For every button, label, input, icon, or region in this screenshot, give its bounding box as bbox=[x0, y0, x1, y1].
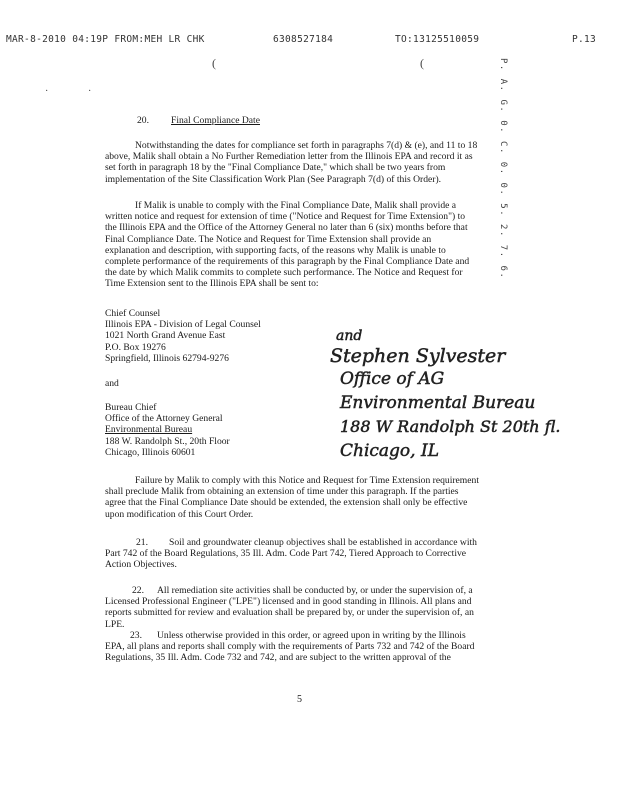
text-line: upon modification of this Court Order. bbox=[105, 508, 254, 520]
section-20-paragraph-3 bbox=[105, 475, 505, 520]
section-23-number: 23. bbox=[130, 630, 142, 641]
section-20-title: Final Compliance Date bbox=[171, 115, 260, 126]
text-line: implementation of the Site Classification Work Plan (See Paragraph 7(d) of this Order). bbox=[105, 173, 442, 185]
text-line: Licensed Professional Engineer ("LPE") licensed and in good standing in Illinois. All plans and bbox=[105, 596, 472, 608]
text-line: the date by which Malik commits to complete such performance. The Notice and Request for bbox=[105, 267, 463, 279]
handwritten-line: Environmental Bureau bbox=[340, 393, 536, 413]
scan-mark: ( bbox=[212, 56, 216, 70]
address-line: Bureau Chief bbox=[105, 402, 157, 413]
text-line: All remediation site activities shall be conducted by, or under the supervision of, a bbox=[157, 585, 473, 596]
address-line: 188 W. Randolph St., 20th Floor bbox=[105, 435, 230, 447]
scan-mark: · bbox=[88, 86, 92, 97]
handwritten-annotation bbox=[330, 328, 590, 468]
fax-from-number: 6308527184 bbox=[273, 34, 334, 45]
text-line: EPA, all plans and reports shall comply with the requirements of Parts 732 and 742 of the Board bbox=[105, 641, 475, 653]
text-line: Failure by Malik to comply with this Notice and Request for Time Extension requirement bbox=[135, 475, 479, 486]
text-line: written notice and request for extension of time ("Notice and Request for Time Extension") to bbox=[105, 211, 466, 223]
section-21-number: 21. bbox=[136, 537, 148, 548]
address-line: Springfield, Illinois 62794-9276 bbox=[105, 352, 229, 364]
fax-date-time: MAR-8-2010 04:19P FROM:MEH LR CHK bbox=[6, 34, 205, 45]
scan-mark: ( bbox=[420, 56, 424, 70]
handwritten-line: and bbox=[336, 328, 363, 344]
handwritten-line: Chicago, IL bbox=[340, 441, 439, 461]
address-line: Office of the Attorney General bbox=[105, 413, 223, 425]
text-line: agree that the Final Compliance Date should be extended, the extension shall only be effective bbox=[105, 497, 468, 509]
and-connector: and bbox=[105, 378, 119, 389]
handwritten-line: Stephen Sylvester bbox=[330, 345, 506, 367]
text-line: explanation and description, with supporting facts, of the reasons why Malik is unable to bbox=[105, 244, 446, 256]
section-20-paragraph-2 bbox=[105, 200, 505, 290]
address-line: 1021 North Grand Avenue East bbox=[105, 330, 226, 342]
text-line: Action Objectives. bbox=[105, 559, 177, 571]
section-23-paragraph bbox=[105, 630, 505, 664]
text-line: the Illinois EPA and the Office of the Attorney General no later than 6 (six) months before that bbox=[105, 222, 468, 234]
address-line: P.O. Box 19276 bbox=[105, 341, 166, 353]
text-line: Notwithstanding the dates for compliance set forth in paragraphs 7(d) & (e), and 11 to 18 bbox=[135, 140, 478, 151]
text-line: Unless otherwise provided in this order, or agreed upon in writing by the Illinois bbox=[157, 630, 466, 641]
bates-stamp: P. A. G. 0. C. 0. 0. 5. 2. 7. 6. bbox=[498, 58, 508, 280]
fax-page-ref: P.13 bbox=[572, 34, 597, 45]
text-line: above, Malik shall obtain a No Further Remediation letter from the Illinois EPA and record it as bbox=[105, 151, 473, 163]
text-line: Part 742 of the Board Regulations, 35 Ill. Adm. Code Part 742, Tiered Approach to Corrective bbox=[105, 548, 467, 560]
handwritten-line: 188 W Randolph St 20th fl. bbox=[340, 417, 561, 436]
section-20-paragraph-1 bbox=[105, 140, 505, 185]
section-20-number: 20. bbox=[137, 115, 149, 126]
fax-header bbox=[0, 34, 619, 48]
section-22-number: 22. bbox=[132, 585, 144, 596]
address-chief-counsel bbox=[105, 308, 261, 364]
text-line: set forth in paragraph 18 by the "Final Compliance Date," which shall be two years from bbox=[105, 162, 446, 174]
text-line: complete performance of the requirements of this paragraph by the Final Compliance Date and bbox=[105, 256, 470, 268]
text-line: reports submitted for review and evaluation shall be prepared by, or under the supervision of, an bbox=[105, 607, 474, 619]
fax-to-number: TO:13125510059 bbox=[395, 34, 480, 45]
handwritten-line: Office of AG bbox=[340, 369, 445, 389]
address-bureau-chief bbox=[105, 402, 230, 458]
text-line: Regulations, 35 Ill. Adm. Code 732 and 742, and are subject to the written approval of the bbox=[105, 652, 451, 664]
address-line: Chicago, Illinois 60601 bbox=[105, 446, 196, 458]
text-line: shall preclude Malik from obtaining an extension of time under this paragraph. If the parties bbox=[105, 486, 459, 498]
text-line: Soil and groundwater cleanup objectives shall be established in accordance with bbox=[169, 537, 477, 548]
address-line: Illinois EPA - Division of Legal Counsel bbox=[105, 319, 261, 331]
text-line: Final Compliance Date. The Notice and Request for Time Extension shall provide an bbox=[105, 233, 432, 245]
section-22-paragraph bbox=[105, 585, 505, 630]
page-number: 5 bbox=[297, 694, 302, 705]
text-line: LPE. bbox=[105, 618, 125, 630]
text-line: Time Extension sent to the Illinois EPA shall be sent to: bbox=[105, 278, 319, 290]
section-21-paragraph bbox=[105, 537, 505, 571]
scan-mark: · bbox=[45, 86, 49, 97]
text-line: If Malik is unable to comply with the Final Compliance Date, Malik shall provide a bbox=[135, 200, 457, 211]
address-line: Chief Counsel bbox=[105, 308, 161, 319]
address-line: Environmental Bureau bbox=[105, 424, 193, 436]
